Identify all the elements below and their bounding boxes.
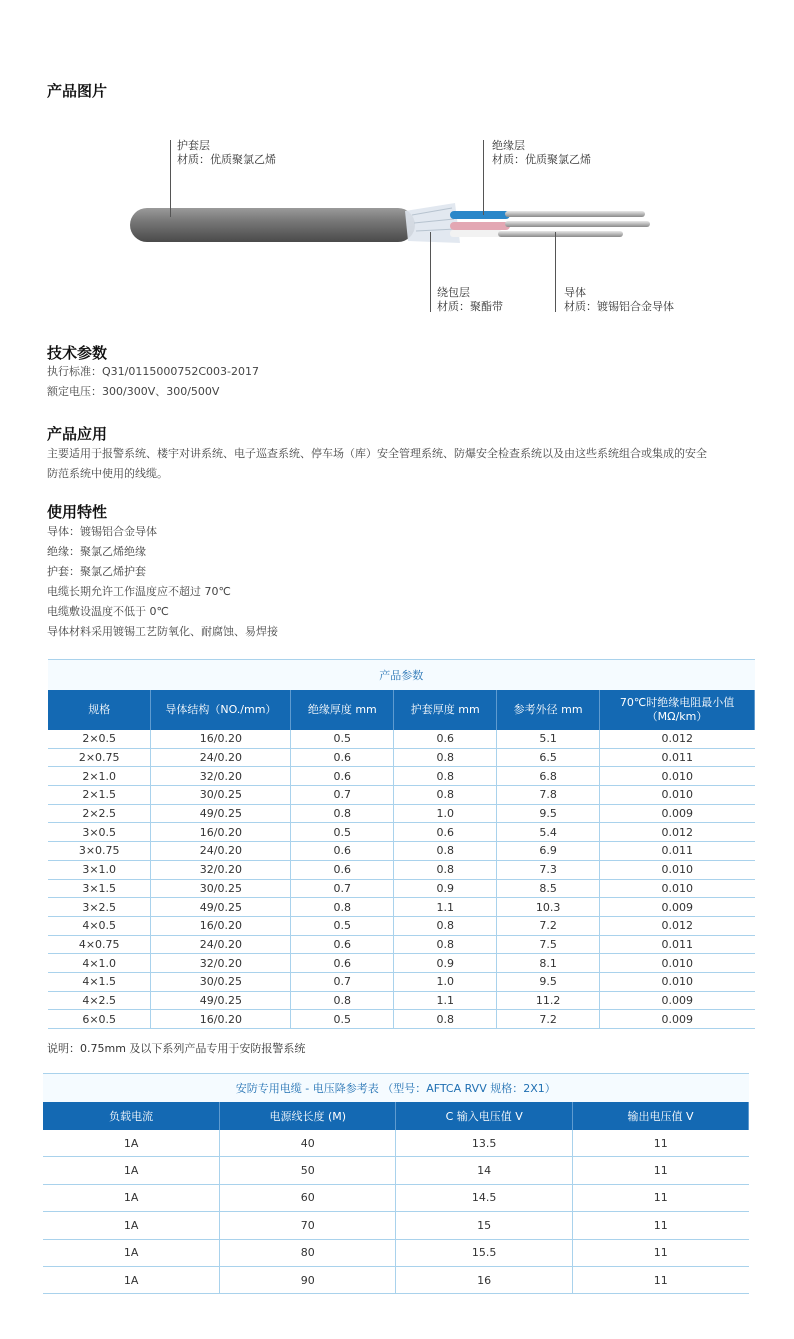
table-cell: 16/0.20 xyxy=(151,916,291,935)
table-cell: 70 xyxy=(220,1212,396,1239)
header-outer-diameter: 参考外径 mm xyxy=(497,690,600,730)
table-cell: 2×0.5 xyxy=(48,730,151,748)
table-cell: 10.3 xyxy=(497,898,600,917)
white-wire-insulation xyxy=(450,230,502,237)
table-cell: 16/0.20 xyxy=(151,1010,291,1029)
table-cell: 13.5 xyxy=(396,1130,573,1157)
table-cell: 0.6 xyxy=(291,954,394,973)
cable-illustration xyxy=(120,175,660,255)
table-cell: 11 xyxy=(573,1130,749,1157)
table-cell: 9.5 xyxy=(497,804,600,823)
feature-item: 护套：聚氯乙烯护套 xyxy=(47,565,146,578)
table-cell: 6×0.5 xyxy=(48,1010,151,1029)
table-cell: 30/0.25 xyxy=(151,786,291,805)
table-cell: 0.009 xyxy=(600,804,755,823)
table-cell: 0.010 xyxy=(600,954,755,973)
table-cell: 0.012 xyxy=(600,730,755,748)
header-output-voltage: 输出电压值 V xyxy=(573,1102,749,1130)
table-row xyxy=(48,954,755,973)
table-cell: 0.6 xyxy=(291,842,394,861)
header-sheath-thickness: 护套厚度 mm xyxy=(394,690,497,730)
table-cell: 49/0.25 xyxy=(151,804,291,823)
table-cell: 0.7 xyxy=(291,972,394,991)
conductor-1 xyxy=(505,211,645,217)
table-cell: 49/0.25 xyxy=(151,991,291,1010)
table-row xyxy=(48,935,755,954)
table-cell: 0.010 xyxy=(600,767,755,786)
table-cell: 7.2 xyxy=(497,1010,600,1029)
table-cell: 7.8 xyxy=(497,786,600,805)
standard-text: 执行标准：Q31/0115000752C003-2017 xyxy=(47,365,259,378)
table-cell: 0.012 xyxy=(600,916,755,935)
table-cell: 0.7 xyxy=(291,786,394,805)
table-row xyxy=(48,1010,755,1029)
jacket-shape xyxy=(130,208,415,242)
table-cell: 16/0.20 xyxy=(151,730,291,748)
table-cell: 8.5 xyxy=(497,879,600,898)
table-cell: 1A xyxy=(43,1130,220,1157)
table-row xyxy=(43,1184,749,1211)
table-row xyxy=(43,1239,749,1266)
table-cell: 0.010 xyxy=(600,786,755,805)
pink-wire-insulation xyxy=(450,222,510,230)
table-cell: 0.009 xyxy=(600,898,755,917)
table-cell: 4×1.0 xyxy=(48,954,151,973)
header-load-current: 负载电流 xyxy=(43,1102,220,1130)
feature-item: 电缆长期允许工作温度应不超过 70℃ xyxy=(47,585,231,598)
table-row xyxy=(48,898,755,917)
callout-wrap xyxy=(437,286,503,314)
table-row xyxy=(48,879,755,898)
table-cell: 0.6 xyxy=(394,823,497,842)
table-cell: 1A xyxy=(43,1184,220,1211)
table-cell: 0.6 xyxy=(291,767,394,786)
table-cell: 60 xyxy=(220,1184,396,1211)
table-row xyxy=(48,730,755,748)
table-cell: 1.1 xyxy=(394,991,497,1010)
table-cell: 4×1.5 xyxy=(48,972,151,991)
table-cell: 0.8 xyxy=(291,991,394,1010)
table-cell: 0.5 xyxy=(291,916,394,935)
product-params-caption: 产品参数 xyxy=(48,660,755,691)
callout-insulation-title: 绝缘层 xyxy=(492,139,525,152)
table-row xyxy=(48,860,755,879)
header-spec: 规格 xyxy=(48,690,151,730)
table-cell: 2×2.5 xyxy=(48,804,151,823)
table-cell: 11.2 xyxy=(497,991,600,1010)
callout-conductor-title: 导体 xyxy=(564,286,586,299)
table-cell: 0.6 xyxy=(291,860,394,879)
table-cell: 1A xyxy=(43,1266,220,1293)
table-cell: 49/0.25 xyxy=(151,898,291,917)
voltage-drop-caption: 安防专用电缆 - 电压降参考表 （型号：AFTCA RVV 规格：2X1） xyxy=(43,1074,749,1103)
table-cell: 1.1 xyxy=(394,898,497,917)
table-cell: 15.5 xyxy=(396,1239,573,1266)
header-input-voltage: C 输入电压值 V xyxy=(396,1102,573,1130)
table-cell: 24/0.20 xyxy=(151,748,291,767)
table-cell: 0.009 xyxy=(600,1010,755,1029)
table-cell: 1A xyxy=(43,1157,220,1184)
table-row xyxy=(48,804,755,823)
header-conductor-structure: 导体结构（NO./mm） xyxy=(151,690,291,730)
table-cell: 0.8 xyxy=(394,860,497,879)
table-row xyxy=(48,916,755,935)
table-row xyxy=(48,972,755,991)
table-cell: 8.1 xyxy=(497,954,600,973)
product-params-header-row xyxy=(48,690,755,730)
table-cell: 0.5 xyxy=(291,823,394,842)
voltage-drop-table xyxy=(43,1073,749,1294)
table-cell: 24/0.20 xyxy=(151,935,291,954)
feature-item: 电缆敷设温度不低于 0℃ xyxy=(47,605,169,618)
table-cell: 5.4 xyxy=(497,823,600,842)
table-cell: 2×1.5 xyxy=(48,786,151,805)
table-row xyxy=(43,1212,749,1239)
callout-conductor-material: 材质：镀锡铝合金导体 xyxy=(564,300,674,313)
table-cell: 0.6 xyxy=(394,730,497,748)
table-cell: 3×2.5 xyxy=(48,898,151,917)
table-cell: 24/0.20 xyxy=(151,842,291,861)
table-cell: 6.9 xyxy=(497,842,600,861)
table-cell: 0.8 xyxy=(291,804,394,823)
table-cell: 0.012 xyxy=(600,823,755,842)
table-row xyxy=(48,823,755,842)
table-cell: 0.6 xyxy=(291,935,394,954)
table-cell: 30/0.25 xyxy=(151,879,291,898)
callout-sheath-material: 材质：优质聚氯乙烯 xyxy=(177,153,276,166)
table-row xyxy=(43,1130,749,1157)
table-cell: 3×1.0 xyxy=(48,860,151,879)
table-cell: 0.011 xyxy=(600,748,755,767)
table-cell: 0.8 xyxy=(394,786,497,805)
table-cell: 16/0.20 xyxy=(151,823,291,842)
table-cell: 6.8 xyxy=(497,767,600,786)
callout-wrap-title: 绕包层 xyxy=(437,286,470,299)
table-cell: 0.8 xyxy=(394,767,497,786)
product-params-table xyxy=(48,659,755,1029)
callout-conductor xyxy=(564,286,674,314)
header-insulation-resistance-unit: （MΩ/km） xyxy=(646,710,708,723)
callout-line-sheath xyxy=(170,140,171,217)
table-cell: 90 xyxy=(220,1266,396,1293)
tech-params-text xyxy=(47,362,259,402)
table-cell: 0.8 xyxy=(394,748,497,767)
section-title-application: 产品应用 xyxy=(47,425,108,443)
section-title-tech-params: 技术参数 xyxy=(47,344,108,362)
table-cell: 0.9 xyxy=(394,879,497,898)
section-title-features: 使用特性 xyxy=(47,503,108,521)
table-cell: 11 xyxy=(573,1239,749,1266)
table-cell: 2×0.75 xyxy=(48,748,151,767)
feature-item: 导体材料采用镀锡工艺防氧化、耐腐蚀、易焊接 xyxy=(47,625,278,638)
application-text xyxy=(47,444,707,484)
feature-item: 导体：镀锡铝合金导体 xyxy=(47,525,157,538)
table-cell: 14 xyxy=(396,1157,573,1184)
table-cell: 7.5 xyxy=(497,935,600,954)
table-cell: 11 xyxy=(573,1157,749,1184)
table-cell: 4×0.5 xyxy=(48,916,151,935)
header-insulation-resistance-line1: 70℃时绝缘电阻最小值 xyxy=(619,696,735,709)
table-cell: 0.5 xyxy=(291,730,394,748)
table-row xyxy=(43,1157,749,1184)
voltage-text: 额定电压：300/300V、300/500V xyxy=(47,385,220,398)
table-cell: 11 xyxy=(573,1212,749,1239)
callout-line-insulation xyxy=(483,140,484,215)
blue-wire-insulation xyxy=(450,211,510,219)
table-row xyxy=(48,748,755,767)
table-row xyxy=(48,786,755,805)
table-cell: 9.5 xyxy=(497,972,600,991)
callout-insulation xyxy=(492,139,591,167)
table-cell: 0.8 xyxy=(394,916,497,935)
features-list xyxy=(47,522,278,642)
table-cell: 3×0.5 xyxy=(48,823,151,842)
conductor-3 xyxy=(498,231,623,237)
callout-sheath xyxy=(177,139,276,167)
table-cell: 1A xyxy=(43,1239,220,1266)
table-cell: 0.6 xyxy=(291,748,394,767)
table-cell: 0.011 xyxy=(600,842,755,861)
application-line-1: 主要适用于报警系统、楼宇对讲系统、电子巡查系统、停车场（库）安全管理系统、防爆安全检查系统以及由这些系统组合或集成的安全 xyxy=(47,447,707,460)
callout-insulation-material: 材质：优质聚氯乙烯 xyxy=(492,153,591,166)
table-cell: 7.2 xyxy=(497,916,600,935)
table-cell: 0.5 xyxy=(291,1010,394,1029)
table-row xyxy=(48,842,755,861)
table-cell: 3×0.75 xyxy=(48,842,151,861)
table-cell: 32/0.20 xyxy=(151,767,291,786)
table-cell: 0.010 xyxy=(600,972,755,991)
table-row xyxy=(48,991,755,1010)
table-cell: 0.8 xyxy=(394,1010,497,1029)
table-cell: 16 xyxy=(396,1266,573,1293)
table-cell: 0.7 xyxy=(291,879,394,898)
table-cell: 0.010 xyxy=(600,879,755,898)
callout-wrap-material: 材质：聚酯带 xyxy=(437,300,503,313)
table-cell: 1.0 xyxy=(394,804,497,823)
voltage-drop-header-row xyxy=(43,1102,749,1130)
header-cable-length: 电源线长度 (M) xyxy=(220,1102,396,1130)
table-cell: 6.5 xyxy=(497,748,600,767)
callout-line-wrap xyxy=(430,232,431,312)
note-text: 说明：0.75mm 及以下系列产品专用于安防报警系统 xyxy=(47,1042,306,1055)
table-cell: 4×2.5 xyxy=(48,991,151,1010)
application-line-2: 防范系统中使用的线缆。 xyxy=(47,467,168,480)
table-cell: 0.010 xyxy=(600,860,755,879)
table-cell: 0.009 xyxy=(600,991,755,1010)
table-cell: 0.011 xyxy=(600,935,755,954)
callout-line-conductor xyxy=(555,232,556,312)
conductor-2 xyxy=(505,221,650,227)
table-cell: 80 xyxy=(220,1239,396,1266)
table-cell: 2×1.0 xyxy=(48,767,151,786)
table-cell: 5.1 xyxy=(497,730,600,748)
table-cell: 32/0.20 xyxy=(151,954,291,973)
table-cell: 1.0 xyxy=(394,972,497,991)
table-cell: 0.9 xyxy=(394,954,497,973)
table-cell: 11 xyxy=(573,1266,749,1293)
table-cell: 0.8 xyxy=(394,842,497,861)
table-cell: 4×0.75 xyxy=(48,935,151,954)
table-cell: 30/0.25 xyxy=(151,972,291,991)
header-insulation-thickness: 绝缘厚度 mm xyxy=(291,690,394,730)
table-cell: 15 xyxy=(396,1212,573,1239)
table-cell: 14.5 xyxy=(396,1184,573,1211)
feature-item: 绝缘：聚氯乙烯绝缘 xyxy=(47,545,146,558)
callout-sheath-title: 护套层 xyxy=(177,139,210,152)
table-cell: 7.3 xyxy=(497,860,600,879)
header-insulation-resistance xyxy=(600,690,755,730)
section-title-product-image: 产品图片 xyxy=(47,82,108,100)
table-cell: 11 xyxy=(573,1184,749,1211)
table-cell: 40 xyxy=(220,1130,396,1157)
table-cell: 3×1.5 xyxy=(48,879,151,898)
table-row xyxy=(43,1266,749,1293)
table-cell: 0.8 xyxy=(291,898,394,917)
table-cell: 0.8 xyxy=(394,935,497,954)
table-cell: 1A xyxy=(43,1212,220,1239)
table-row xyxy=(48,767,755,786)
table-cell: 32/0.20 xyxy=(151,860,291,879)
table-cell: 50 xyxy=(220,1157,396,1184)
